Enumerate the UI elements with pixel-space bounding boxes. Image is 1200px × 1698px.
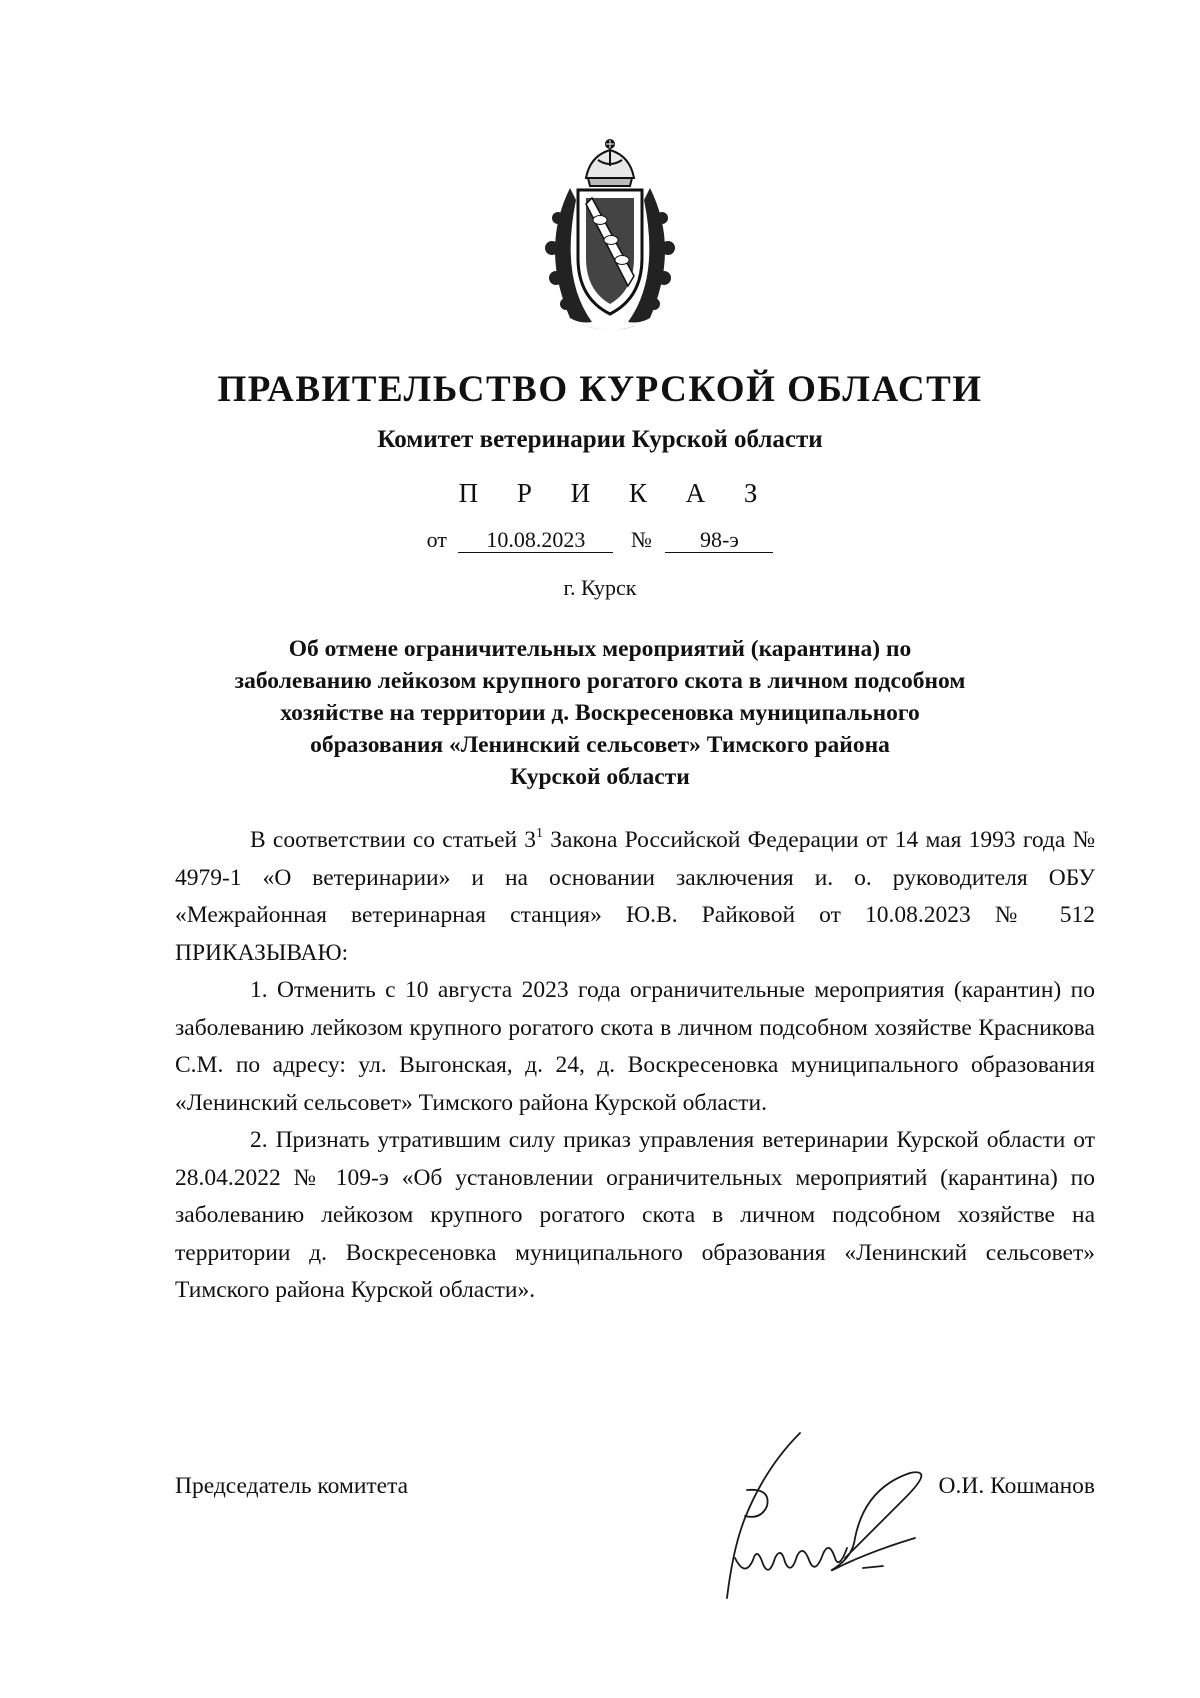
order-item-1: 1. Отменить с 10 августа 2023 года ограничительные мероприятия (карантин) по заболеванию лейкозом крупного рогатого скота в личном подсобном хозяйстве Красникова С.М. по адресу: ул. Выгонская, д. 24, д. Воскресеновка муниципального образования «Ленинский сельсовет» Тимского района Курской области. (175, 977, 1095, 1116)
subject-line: заболеванию лейкозом крупного рогатого скота в личном подсобном (234, 668, 966, 694)
intro-text-rest: Закона Российской Федерации от 14 мая 1993 года № 4979-1 «О ветеринарии» и на основании заключения и. о. руководителя ОБУ «Межрайонная ветеринарная станция» Ю.В. Райковой от 10.08.2023 № 512 ПРИКАЗЫВАЮ: (175, 827, 1095, 966)
order-subject (200, 633, 1000, 793)
subject-line: образования «Ленинский сельсовет» Тимского района (310, 732, 890, 758)
subject-line: Об отмене ограничительных мероприятий (карантина) по (288, 636, 912, 662)
intro-text-start: В соответствии со статьей 3 (250, 827, 537, 853)
order-body (175, 822, 1095, 1310)
date-prefix: от (426, 527, 447, 552)
subject-line: Курской области (510, 764, 690, 790)
date-number-line (0, 527, 1200, 553)
document-type: П Р И К А З (458, 478, 774, 508)
subject-line: хозяйстве на территории д. Воскресеновка муниципального (280, 700, 920, 726)
city: г. Курск (563, 575, 637, 600)
order-number: 98-э (665, 528, 773, 553)
signer-position: Председатель комитета (175, 1473, 409, 1499)
signer-name: О.И. Кошманов (938, 1473, 1095, 1499)
order-date: 10.08.2023 (458, 528, 613, 553)
order-item-2: 2. Признать утратившим силу приказ управления ветеринарии Курской области от 28.04.2022 № 109-э «Об установлении ограничительных мероприятий (карантина) по заболеванию лейкозом крупного рогатого скота в личном подсобном хозяйстве на территории д. Воскресеновка муниципального образования «Ленинский сельсовет» Тимского района Курской области». (175, 1127, 1095, 1303)
article-superscript: 1 (536, 826, 544, 841)
coat-of-arms-icon (530, 138, 690, 338)
handwritten-signature-icon (705, 1428, 940, 1603)
intro-paragraph (175, 822, 1095, 972)
number-prefix: № (630, 527, 652, 552)
committee-name: Комитет ветеринарии Курской области (377, 426, 823, 453)
government-title: ПРАВИТЕЛЬСТВО КУРСКОЙ ОБЛАСТИ (217, 369, 983, 410)
